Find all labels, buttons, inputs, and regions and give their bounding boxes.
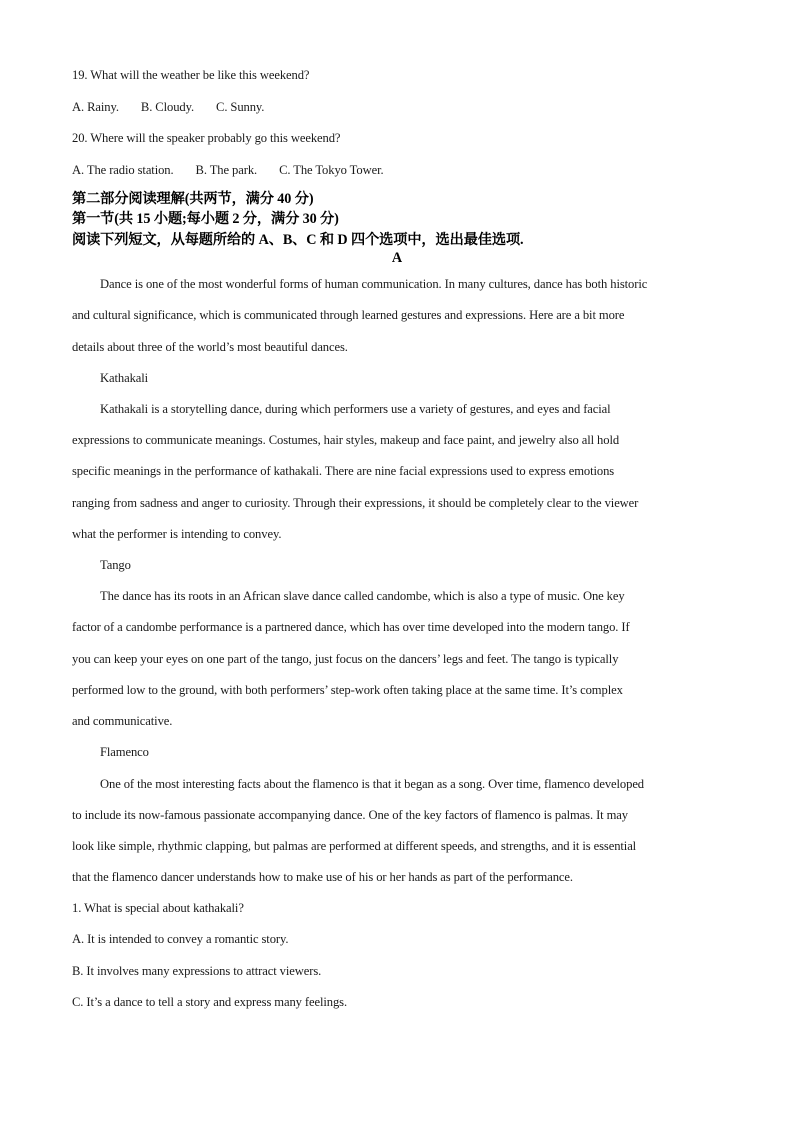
kathakali-line: expressions to communicate meanings. Costumes, hair styles, makeup and face paint, and jewelry also all hold <box>72 433 620 447</box>
part-title: 第二部分阅读理解(共两节，满分 40 分) <box>72 191 314 207</box>
instruction: 阅读下列短文，从每题所给的 A、B、C 和 D 四个选项中，选出最佳选项. <box>72 232 524 248</box>
flamenco-line: that the flamenco dancer understands how to make use of his or her hands as part of the performance. <box>72 870 573 884</box>
tango-line: performed low to the ground, with both performers’ step-work often taking place at the same time. It’s complex <box>72 683 623 697</box>
question-20-options <box>72 163 384 178</box>
tango-line: you can keep your eyes on one part of the tango, just focus on the dancers’ legs and feet. The tango is typically <box>72 652 619 666</box>
option-b: B. Cloudy. <box>140 100 195 114</box>
flamenco-line: to include its now-famous passionate accompanying dance. One of the key factors of flamenco is palmas. It may <box>72 808 628 822</box>
flamenco-line: One of the most interesting facts about the flamenco is that it began as a song. Over time, flamenco developed <box>100 777 645 791</box>
kathakali-line: specific meanings in the performance of kathakali. There are nine facial expressions used to express emotions <box>72 464 615 478</box>
option-a: A. The radio station. <box>72 163 174 177</box>
question-19-options <box>72 100 264 115</box>
question-1-option-a: A. It is intended to convey a romantic story. <box>72 932 289 946</box>
option-c: C. Sunny. <box>216 100 265 114</box>
option-c: C. The Tokyo Tower. <box>279 163 384 177</box>
kathakali-line: Kathakali is a storytelling dance, during which performers use a variety of gestures, and eyes and facial <box>100 402 611 416</box>
option-b: B. The park. <box>195 163 258 177</box>
question-1-option-c: C. It’s a dance to tell a story and express many feelings. <box>72 995 348 1009</box>
question-1-option-b: B. It involves many expressions to attract viewers. <box>72 964 322 978</box>
flamenco-heading: Flamenco <box>100 745 149 759</box>
tango-line: and communicative. <box>72 714 173 728</box>
intro-line: Dance is one of the most wonderful forms of human communication. In many cultures, dance has both historic <box>100 277 648 291</box>
tango-heading: Tango <box>100 558 131 572</box>
option-a: A. Rainy. <box>72 100 119 114</box>
tango-line: factor of a candombe performance is a partnered dance, which has over time developed into the modern tango. If <box>72 620 630 634</box>
kathakali-heading: Kathakali <box>100 371 149 385</box>
subsection-title: 第一节(共 15 小题;每小题 2 分，满分 30 分) <box>72 211 339 227</box>
intro-line: details about three of the world’s most beautiful dances. <box>72 340 348 354</box>
question-19: 19. What will the weather be like this weekend? <box>72 68 310 82</box>
passage-label: A <box>391 250 403 266</box>
flamenco-line: look like simple, rhythmic clapping, but palmas are performed at different speeds, and strengths, and it is essential <box>72 839 637 853</box>
kathakali-line: ranging from sadness and anger to curiosity. Through their expressions, it should be completely clear to the viewer <box>72 496 639 510</box>
intro-line: and cultural significance, which is communicated through learned gestures and expressions. Here are a bit more <box>72 308 625 322</box>
question-1: 1. What is special about kathakali? <box>72 901 244 915</box>
kathakali-line: what the performer is intending to convey. <box>72 527 282 541</box>
tango-line: The dance has its roots in an African slave dance called candombe, which is also a type of music. One key <box>100 589 625 603</box>
question-20: 20. Where will the speaker probably go this weekend? <box>72 131 341 145</box>
